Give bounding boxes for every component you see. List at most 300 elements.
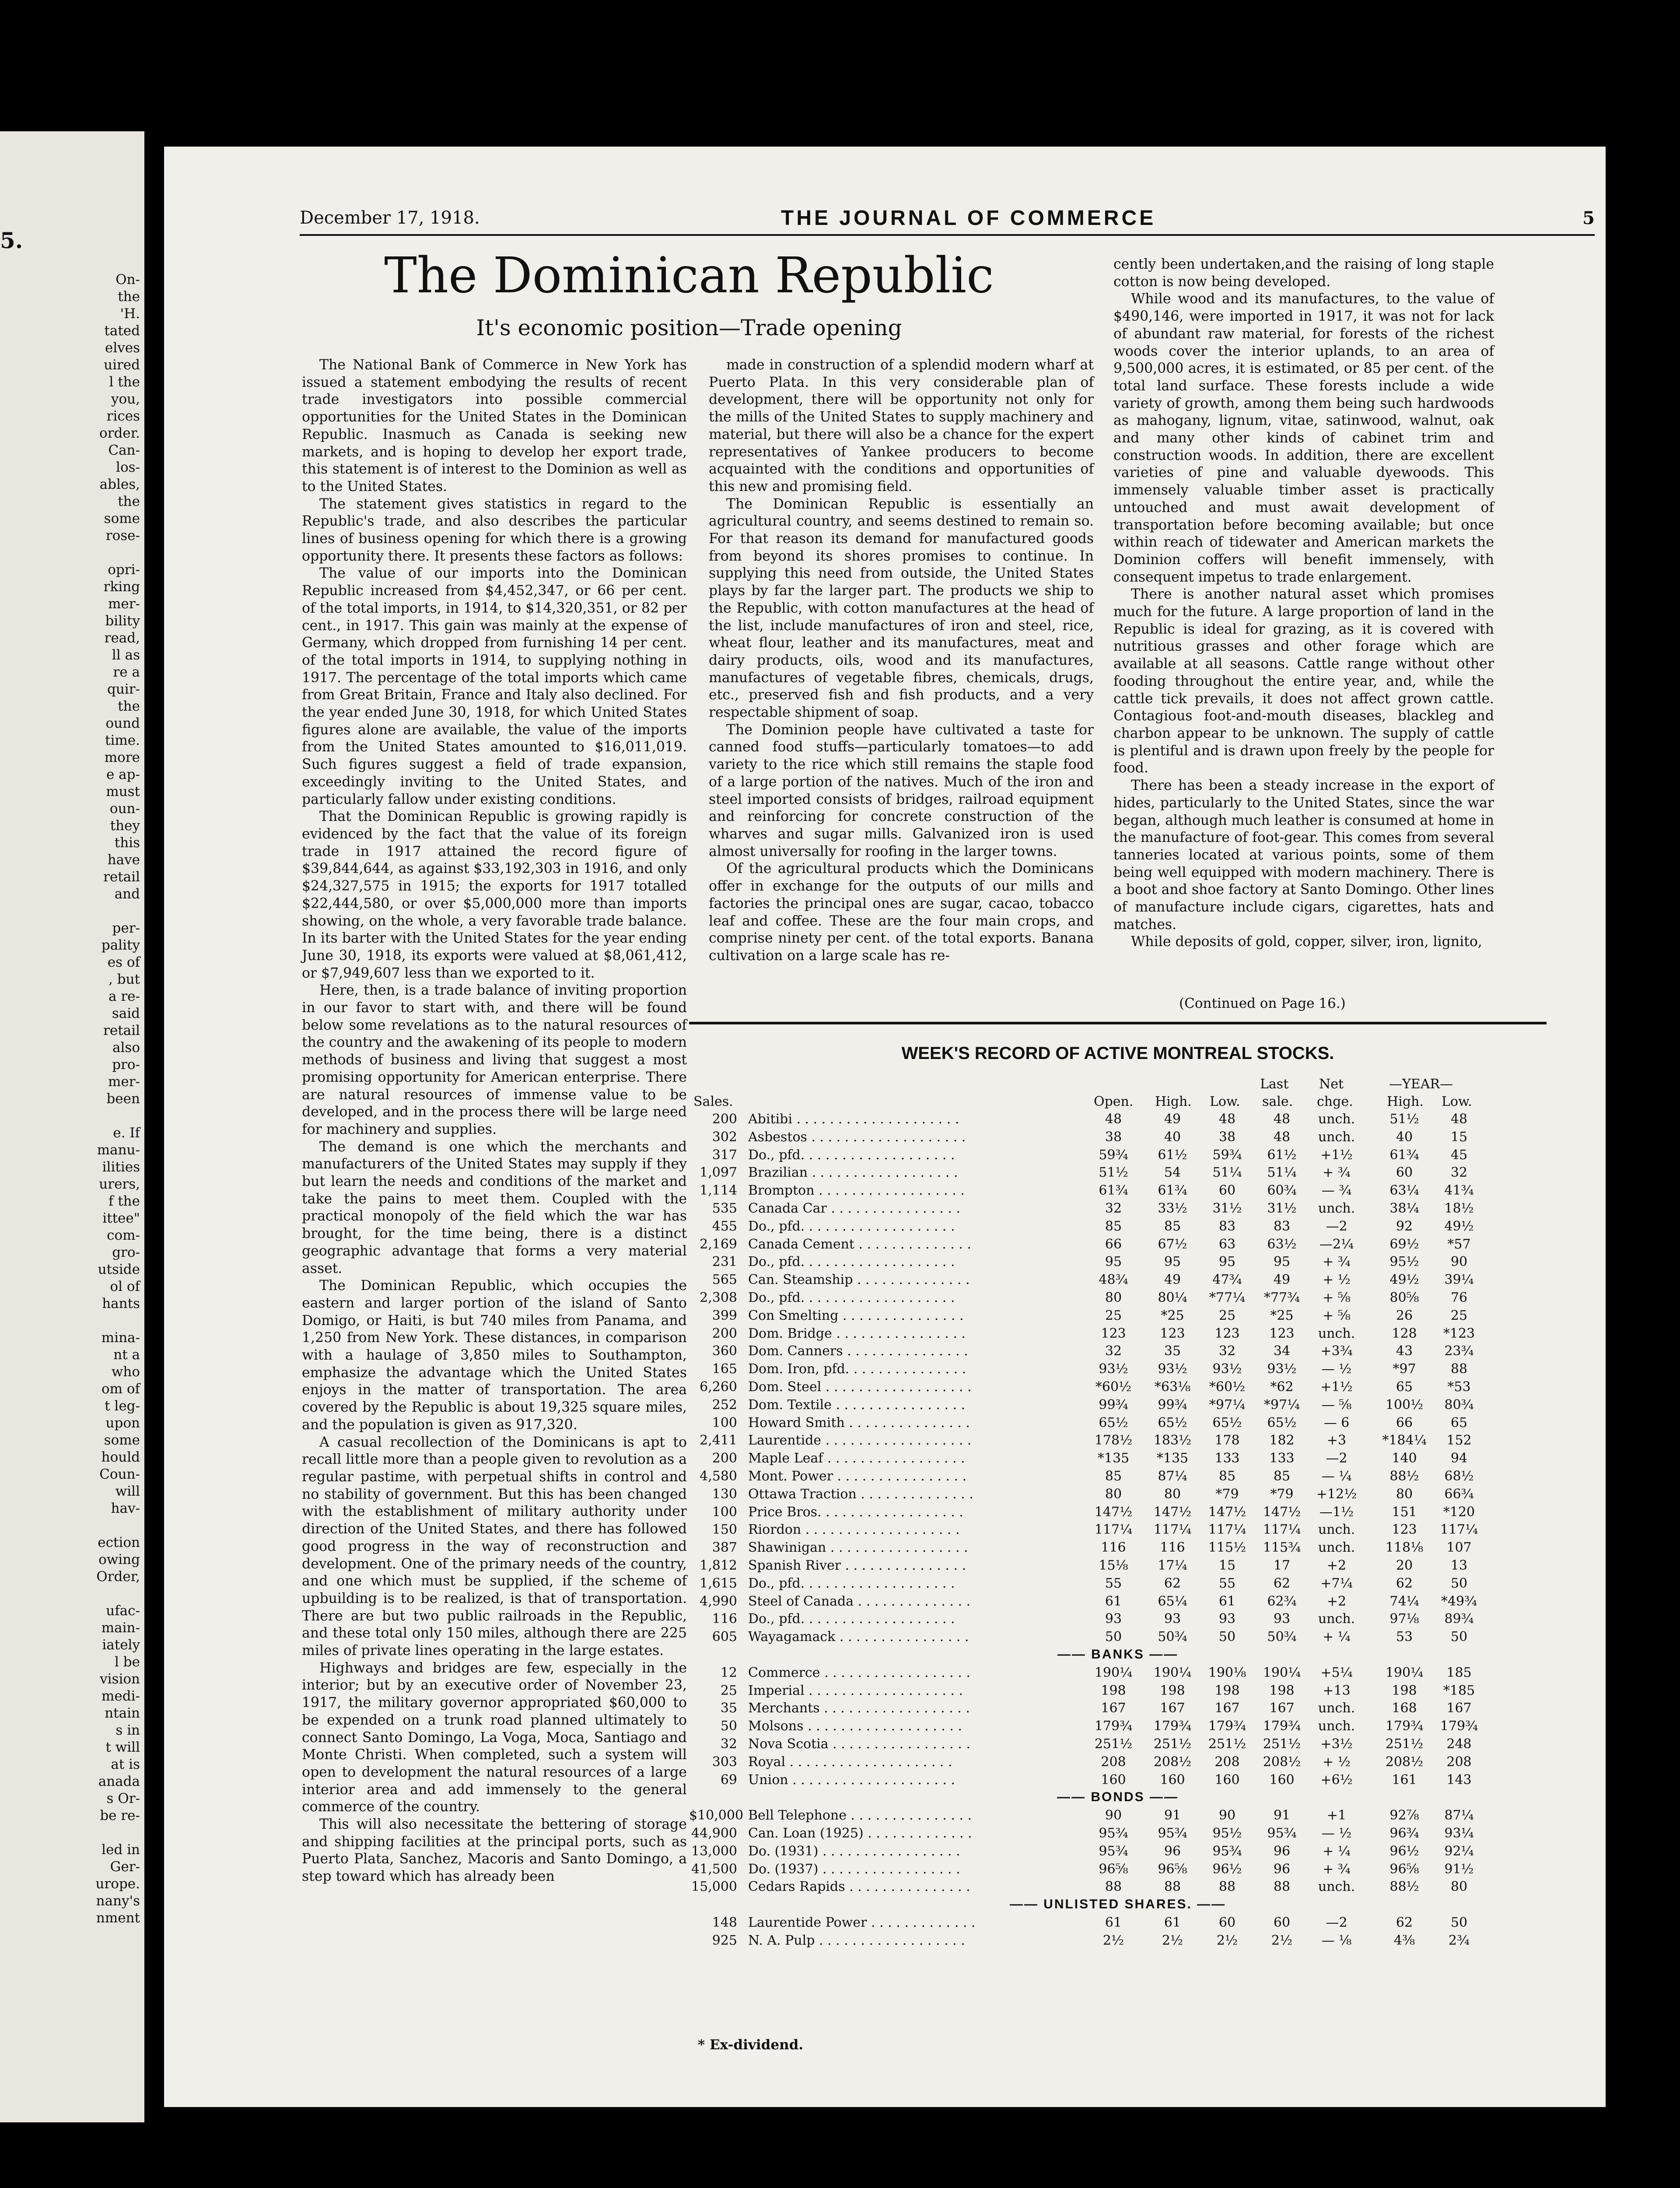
open-cell: 61 bbox=[1105, 1593, 1122, 1609]
last-sale-cell: 61½ bbox=[1267, 1147, 1297, 1163]
year-high-cell: 60 bbox=[1396, 1165, 1413, 1181]
low-cell: 115½ bbox=[1208, 1540, 1246, 1556]
open-cell: 208 bbox=[1101, 1754, 1126, 1770]
open-cell: 38 bbox=[1105, 1129, 1122, 1145]
masthead bbox=[300, 208, 1595, 236]
year-high-cell: 88½ bbox=[1390, 1469, 1419, 1484]
last-sale-cell: 96 bbox=[1273, 1861, 1291, 1877]
net-change-cell: +1½ bbox=[1320, 1379, 1353, 1395]
left-page-fragment: read, bbox=[104, 630, 140, 646]
year-low-cell: 45 bbox=[1450, 1147, 1468, 1163]
stock-name-cell: Laurentide Power . . . . . . . . . . . . . bbox=[748, 1915, 976, 1930]
year-low-cell: 50 bbox=[1450, 1575, 1468, 1591]
page-number: 5 bbox=[1582, 208, 1595, 228]
year-high-cell: 96¾ bbox=[1390, 1826, 1419, 1841]
left-page-fragment: ntain bbox=[105, 1705, 140, 1721]
low-cell: 31½ bbox=[1212, 1201, 1242, 1216]
net-change-cell: +13 bbox=[1323, 1683, 1351, 1698]
sales-cell: 35 bbox=[720, 1701, 737, 1716]
left-page-fragment: ection bbox=[98, 1535, 140, 1550]
sales-cell: 302 bbox=[712, 1129, 737, 1145]
left-page-fragment: l be bbox=[115, 1654, 140, 1670]
table-section-label: —— BANKS —— bbox=[1057, 1647, 1179, 1662]
net-change-cell: — ¾ bbox=[1321, 1183, 1352, 1199]
left-page-fragment: utside bbox=[98, 1262, 140, 1277]
low-cell: 60 bbox=[1218, 1915, 1236, 1930]
low-cell: 147½ bbox=[1208, 1504, 1246, 1520]
net-change-cell: unch. bbox=[1318, 1701, 1355, 1716]
table-row bbox=[689, 1308, 1547, 1326]
open-cell: 95¾ bbox=[1099, 1826, 1128, 1841]
left-page-fragment: and bbox=[114, 886, 140, 902]
table-row bbox=[689, 1933, 1547, 1951]
net-change-cell: + ¼ bbox=[1323, 1843, 1351, 1859]
last-sale-cell: *77¾ bbox=[1264, 1290, 1300, 1305]
high-cell: 116 bbox=[1160, 1540, 1185, 1556]
year-high-cell: 168 bbox=[1392, 1701, 1417, 1716]
net-change-cell: + ⅝ bbox=[1323, 1290, 1351, 1305]
left-page-fragment: who bbox=[111, 1364, 140, 1380]
open-cell: 96⅝ bbox=[1099, 1861, 1128, 1877]
low-cell: 93½ bbox=[1212, 1361, 1242, 1377]
high-cell: 40 bbox=[1164, 1129, 1181, 1145]
table-row bbox=[689, 1718, 1547, 1736]
left-page-fragment: t will bbox=[105, 1739, 140, 1755]
year-high-cell: 95½ bbox=[1390, 1254, 1419, 1270]
left-page-fragment: manu- bbox=[97, 1142, 140, 1158]
left-page-fragment: mina- bbox=[101, 1330, 140, 1346]
year-high-cell: 97⅛ bbox=[1390, 1611, 1419, 1627]
year-high-cell: 74¼ bbox=[1390, 1593, 1419, 1609]
left-page-fragment: owing bbox=[98, 1552, 140, 1567]
article-paragraph: The value of our imports into the Dominican Republic increased from $4,452,347, or 66 per cent. of the total imports, in 1914, to $14,320,351, or 82 per cent., in 1917. This gain was mainly at the expense of Germany, which dropped from furnishing 14 per cent. of the total imports in 1914, to supplying nothing in 1917. The percentage of the total imports which came from Great Britain, France and Italy also declined. For the year ended June 30, 1918, for which United States figures alone are available, the value of the imports from the United States amounted to $16,011,019. Such figures suggest a field of trade expansion, exceedingly inviting to the United States, and particularly fallow under existing conditions. bbox=[302, 565, 687, 807]
open-cell: 198 bbox=[1101, 1683, 1126, 1698]
sales-cell: 252 bbox=[712, 1397, 737, 1413]
newspaper-page bbox=[164, 147, 1606, 2107]
net-change-cell: +2 bbox=[1326, 1593, 1347, 1609]
open-cell: 93½ bbox=[1099, 1361, 1128, 1377]
year-low-cell: 93¼ bbox=[1444, 1826, 1474, 1841]
last-sale-cell: 65½ bbox=[1267, 1415, 1297, 1431]
stock-name-cell: Do., pfd. . . . . . . . . . . . . . . . . . . bbox=[748, 1290, 955, 1305]
net-change-cell: —2 bbox=[1326, 1915, 1348, 1930]
left-page-fragment: rices bbox=[106, 408, 140, 424]
net-change-cell: +3½ bbox=[1320, 1736, 1353, 1752]
last-sale-cell: 147½ bbox=[1263, 1504, 1301, 1520]
year-low-cell: 68½ bbox=[1444, 1469, 1474, 1484]
left-page-fragment: t leg- bbox=[105, 1398, 140, 1414]
article-paragraph: cently been undertaken,and the raising of long staple cotton is now being developed. bbox=[1113, 256, 1494, 290]
article-paragraph: There is another natural asset which promises much for the future. A large proportion of land in the Republic is ideal for grazing, as it is covered with nutritious grasses and other forage which are available at all seasons. Cattle range without other fooding throughout the entire year, and, while the cattle tick prevails, it does not affect grown cattle. Contagious foot-and-mouth diseases, blackleg and charbon appear to be unknown. The supply of cattle is plentiful and is drawn upon freely by the people for food. bbox=[1113, 586, 1494, 776]
high-cell: 88 bbox=[1164, 1879, 1181, 1895]
left-page-fragment: ilities bbox=[102, 1159, 140, 1175]
low-cell: *79 bbox=[1215, 1486, 1239, 1502]
year-high-cell: 65 bbox=[1396, 1379, 1413, 1395]
year-high-cell: 96⅝ bbox=[1390, 1861, 1419, 1877]
year-high-cell: 51½ bbox=[1390, 1112, 1419, 1127]
year-low-cell: 80 bbox=[1450, 1879, 1468, 1895]
left-page-fragment: led in bbox=[102, 1842, 140, 1858]
open-cell: 50 bbox=[1105, 1629, 1122, 1645]
left-page-fragment: pality bbox=[101, 937, 140, 953]
net-change-cell: + ½ bbox=[1323, 1272, 1351, 1288]
sales-cell: $10,000 bbox=[689, 1808, 744, 1823]
open-cell: 61 bbox=[1105, 1915, 1122, 1930]
year-high-cell: 140 bbox=[1392, 1451, 1417, 1466]
year-low-cell: 80¾ bbox=[1444, 1397, 1474, 1413]
open-cell: 160 bbox=[1101, 1772, 1126, 1788]
left-page-fragment: urers, bbox=[99, 1176, 140, 1192]
left-page-fragment: a re- bbox=[108, 989, 140, 1004]
open-cell: 90 bbox=[1105, 1808, 1122, 1823]
table-row bbox=[689, 1129, 1547, 1147]
year-low-cell: 94 bbox=[1450, 1451, 1468, 1466]
article-paragraph: The statement gives statistics in regard to the Republic's trade, and also describes the particular lines of business opening for which there is a growing opportunity there. It presents these factors as follows: bbox=[302, 496, 687, 564]
last-sale-cell: *25 bbox=[1270, 1308, 1294, 1323]
high-cell: 190¼ bbox=[1153, 1665, 1192, 1680]
year-low-cell: 88 bbox=[1450, 1361, 1468, 1377]
header-last-top: Last bbox=[1260, 1076, 1289, 1092]
last-sale-cell: 85 bbox=[1273, 1469, 1291, 1484]
high-cell: 183½ bbox=[1153, 1433, 1192, 1448]
year-low-cell: 185 bbox=[1446, 1665, 1472, 1680]
high-cell: 61 bbox=[1164, 1915, 1181, 1930]
low-cell: 63 bbox=[1218, 1236, 1236, 1252]
left-page-fragment: retail bbox=[103, 869, 140, 885]
article-paragraph: While deposits of gold, copper, silver, iron, lignito, bbox=[1131, 934, 1482, 950]
low-cell: 48 bbox=[1218, 1112, 1236, 1127]
left-page-fragment: some bbox=[104, 1432, 140, 1448]
high-cell: 160 bbox=[1160, 1772, 1185, 1788]
year-low-cell: 91½ bbox=[1444, 1861, 1474, 1877]
stock-name-cell: Maple Leaf . . . . . . . . . . . . . . . . . bbox=[748, 1451, 965, 1466]
high-cell: 80 bbox=[1164, 1486, 1181, 1502]
table-row bbox=[689, 1522, 1547, 1540]
high-cell: 17¼ bbox=[1158, 1558, 1187, 1573]
left-page-fragment: ol of bbox=[110, 1279, 140, 1294]
left-page-fragment: hants bbox=[102, 1296, 140, 1311]
left-page-fragment: quir- bbox=[107, 681, 140, 697]
year-low-cell: 65 bbox=[1450, 1415, 1468, 1431]
left-page-fragment: com- bbox=[107, 1227, 140, 1243]
sales-cell: 130 bbox=[712, 1486, 737, 1502]
year-low-cell: 13 bbox=[1450, 1558, 1468, 1573]
last-sale-cell: 182 bbox=[1269, 1433, 1295, 1448]
last-sale-cell: 62 bbox=[1273, 1575, 1291, 1591]
table-row bbox=[689, 1754, 1547, 1772]
year-low-cell: 107 bbox=[1446, 1540, 1472, 1556]
sales-cell: 2,411 bbox=[700, 1433, 737, 1448]
left-page-fragment: order. bbox=[99, 425, 140, 441]
sales-cell: 360 bbox=[712, 1343, 737, 1359]
left-page-fragment: mer- bbox=[108, 596, 140, 612]
table-row bbox=[689, 1415, 1547, 1433]
sales-cell: 1,097 bbox=[700, 1165, 737, 1181]
left-page-fragment bbox=[96, 1517, 140, 1534]
left-page-fragment: been bbox=[106, 1091, 140, 1107]
net-change-cell: —2¼ bbox=[1319, 1236, 1354, 1252]
article-paragraph: The National Bank of Commerce in New York has issued a statement embodying the results of recent trade investigators into possible commercial opportunities for the United States in the Dominican Republic. Inasmuch as Canada is seeking new markets, and is hoping to develop her export trade, this statement is of interest to the Dominion as well as to the United States. bbox=[302, 357, 687, 494]
last-sale-cell: 160 bbox=[1269, 1772, 1295, 1788]
high-cell: *63⅛ bbox=[1154, 1379, 1191, 1395]
left-page-fragment: at is bbox=[111, 1757, 140, 1772]
low-cell: 51¼ bbox=[1212, 1165, 1242, 1181]
open-cell: 190¼ bbox=[1094, 1665, 1133, 1680]
sales-cell: 44,900 bbox=[691, 1826, 737, 1841]
low-cell: 95 bbox=[1218, 1254, 1236, 1270]
year-low-cell: 143 bbox=[1446, 1772, 1472, 1788]
high-cell: 95 bbox=[1164, 1254, 1181, 1270]
left-page-fragment bbox=[96, 1312, 140, 1329]
table-row bbox=[689, 1915, 1547, 1933]
article-paragraph: Here, then, is a trade balance of inviting proportion in our favor to start with, and there will be found below some revelations as to the natural resources of the country and the awakening of its people to modern methods of business and living that suggest a most promising opportunity for American enterprise. There are natural resources of immense value to be developed, and in the process there will be large need for machinery and supplies. bbox=[302, 982, 687, 1137]
article-paragraph: A casual recollection of the Dominicans is apt to recall little more than a people given to revolution as a regular pastime, with perpetual shifts in control and no stability of government. But this has been changed with the establishment of military authority under direction of the United States, and there has followed good progress in the way of reconstruction and development. One of the primary needs of the country, and one which must be supplied, if the scheme of upbuilding is to be realized, is that of transportation. There are but two public railroads in the Republic, and these total only 150 miles, although there are 225 miles of private lines operating in the large estates. bbox=[302, 1434, 687, 1659]
sales-cell: 200 bbox=[712, 1112, 737, 1127]
table-section-label: —— BONDS —— bbox=[1057, 1790, 1179, 1805]
left-page-fragment: retail bbox=[103, 1023, 140, 1038]
year-low-cell: 152 bbox=[1446, 1433, 1472, 1448]
stock-name-cell: Imperial . . . . . . . . . . . . . . . . . . . bbox=[748, 1683, 963, 1698]
table-row bbox=[689, 1254, 1547, 1272]
stock-name-cell: Can. Loan (1925) . . . . . . . . . . . . . bbox=[748, 1826, 972, 1841]
table-row bbox=[689, 1451, 1547, 1469]
low-cell: *97¼ bbox=[1209, 1397, 1246, 1413]
high-cell: 49 bbox=[1164, 1272, 1181, 1288]
low-cell: 50 bbox=[1218, 1629, 1236, 1645]
left-page-fragment: On- bbox=[116, 272, 140, 288]
open-cell: 99¾ bbox=[1099, 1397, 1128, 1413]
year-high-cell: 179¾ bbox=[1385, 1718, 1424, 1734]
article-subtitle: It's economic position—Trade opening bbox=[476, 315, 902, 340]
year-low-cell: *53 bbox=[1447, 1379, 1471, 1395]
low-cell: 61 bbox=[1218, 1593, 1236, 1609]
high-cell: *135 bbox=[1156, 1451, 1189, 1466]
high-cell: 198 bbox=[1160, 1683, 1185, 1698]
left-page-fragment: rose- bbox=[105, 528, 140, 543]
table-row bbox=[689, 1862, 1547, 1879]
article-paragraph: This will also necessitate the bettering of storage and shipping facilities at the principal ports, such as Puerto Plata, Sanchez, Macoris and Santo Domingo, a step toward which has already been bbox=[302, 1816, 687, 1885]
year-low-cell: 248 bbox=[1446, 1736, 1472, 1752]
sales-cell: 41,500 bbox=[691, 1861, 737, 1877]
header-year: —YEAR— bbox=[1389, 1076, 1453, 1092]
article-paragraph: While wood and its manufactures, to the value of $490,146, were imported in 1917, it was not for lack of abundant raw material, for forests of the richest woods cover the interior uplands, to an area of 9,500,000 acres, it is estimated, or 85 per cent. of the total land surface. These forests include a wide variety of growth, among them being such hardwoods as mahogany, lignum, vitae, satinwood, walnut, oak and many other kinds of cabinet trim and construction woods. In addition, there are excellent varieties of pine and valuable dyewoods. This immensely valuable timber asset is practically untouched and must await development of transportation before becoming available; but once within reach of tidewater and American markets the Dominion coffers will benefit immensely, with consequent impetus to trade enlargement. bbox=[1113, 291, 1494, 585]
table-row bbox=[689, 1112, 1547, 1129]
net-change-cell: —2 bbox=[1326, 1218, 1348, 1234]
year-high-cell: 4⅜ bbox=[1393, 1932, 1415, 1948]
year-low-cell: *57 bbox=[1447, 1236, 1471, 1252]
high-cell: 167 bbox=[1160, 1701, 1185, 1716]
stock-name-cell: Do. (1931) . . . . . . . . . . . . . . . . . bbox=[748, 1843, 960, 1859]
high-cell: 62 bbox=[1164, 1575, 1181, 1591]
high-cell: 95¾ bbox=[1158, 1826, 1187, 1841]
sales-cell: 165 bbox=[712, 1361, 737, 1377]
sales-cell: 148 bbox=[712, 1915, 737, 1930]
last-sale-cell: 17 bbox=[1273, 1558, 1291, 1573]
open-cell: 48 bbox=[1105, 1112, 1122, 1127]
article-paragraph: The demand is one which the merchants and manufacturers of the United States may supply if they but learn the needs and conditions of the market and take the pains to meet them. Coupled with the practical monopoly of the field which the war has brought, for the time being, there is a distinct geographic advantage that forms a very material asset. bbox=[302, 1139, 687, 1276]
net-change-cell: +1½ bbox=[1320, 1147, 1353, 1163]
last-sale-cell: 198 bbox=[1269, 1683, 1295, 1698]
table-section-label: —— UNLISTED SHARES. —— bbox=[1009, 1897, 1226, 1912]
year-low-cell: 90 bbox=[1450, 1254, 1468, 1270]
table-row bbox=[689, 1844, 1547, 1862]
table-row bbox=[689, 1594, 1547, 1612]
left-page-fragment: will bbox=[115, 1483, 140, 1499]
stock-name-cell: Nova Scotia . . . . . . . . . . . . . . . . . bbox=[748, 1736, 970, 1752]
table-row bbox=[689, 1433, 1547, 1451]
year-low-cell: 18½ bbox=[1444, 1201, 1474, 1216]
high-cell: 251½ bbox=[1153, 1736, 1192, 1752]
left-page-sliver bbox=[0, 131, 144, 2122]
open-cell: 85 bbox=[1105, 1218, 1122, 1234]
year-low-cell: 48 bbox=[1450, 1112, 1468, 1127]
last-sale-cell: 96 bbox=[1273, 1843, 1291, 1859]
stock-name-cell: Laurentide . . . . . . . . . . . . . . . . . . bbox=[748, 1433, 972, 1448]
net-change-cell: +3¾ bbox=[1320, 1343, 1353, 1359]
year-high-cell: 96½ bbox=[1390, 1843, 1419, 1859]
left-page-fragment: nment bbox=[96, 1910, 140, 1926]
section-rule bbox=[689, 1022, 1547, 1024]
year-high-cell: 92⅞ bbox=[1390, 1808, 1419, 1823]
open-cell: 65½ bbox=[1099, 1415, 1128, 1431]
stock-name-cell: Canada Car . . . . . . . . . . . . . . . . bbox=[748, 1201, 961, 1216]
high-cell: 54 bbox=[1164, 1165, 1181, 1181]
left-page-fragment: vision bbox=[100, 1671, 140, 1687]
left-page-fragment: the bbox=[118, 698, 140, 714]
table-row bbox=[689, 1147, 1547, 1165]
sales-cell: 565 bbox=[712, 1272, 737, 1288]
net-change-cell: + ¼ bbox=[1323, 1629, 1351, 1645]
sales-cell: 303 bbox=[712, 1754, 737, 1770]
left-page-fragment: said bbox=[112, 1006, 140, 1021]
table-row bbox=[689, 1343, 1547, 1361]
last-sale-cell: 115¾ bbox=[1263, 1540, 1301, 1556]
net-change-cell: — ½ bbox=[1321, 1361, 1352, 1377]
table-row bbox=[689, 1165, 1547, 1183]
high-cell: 80¼ bbox=[1158, 1290, 1187, 1305]
stock-name-cell: Do., pfd. . . . . . . . . . . . . . . . . . . bbox=[748, 1218, 955, 1234]
sales-cell: 116 bbox=[712, 1611, 737, 1627]
left-page-fragment: nt a bbox=[113, 1347, 140, 1363]
year-high-cell: 208½ bbox=[1385, 1754, 1424, 1770]
net-change-cell: + ¾ bbox=[1323, 1861, 1351, 1877]
article-paragraph: That the Dominican Republic is growing rapidly is evidenced by the fact that the value of its foreign trade in 1917 attained the record figure of $39,844,644, as against $33,192,303 in 1916, and only $24,327,575 in 1915; the exports for 1917 totalled $22,444,580, or over $5,000,000 more than imports showing, on the whole, a very favorable trade balance. In its barter with the United States for the year ending June 30, 1918, its exports were valued at $8,061,412, or $7,949,607 less than we exported to it. bbox=[302, 809, 687, 981]
left-page-fragment: e. If bbox=[113, 1125, 140, 1141]
left-page-fragment: opri- bbox=[108, 562, 140, 578]
net-change-cell: +7¼ bbox=[1320, 1575, 1353, 1591]
left-page-fragment: this bbox=[114, 835, 140, 851]
left-page-fragment: ll as bbox=[112, 647, 140, 663]
last-sale-cell: 48 bbox=[1273, 1112, 1291, 1127]
low-cell: 38 bbox=[1218, 1129, 1236, 1145]
sales-cell: 100 bbox=[712, 1415, 737, 1431]
low-cell: 123 bbox=[1214, 1325, 1240, 1341]
left-page-fragments bbox=[96, 271, 140, 1927]
stock-name-cell: Bell Telephone . . . . . . . . . . . . . . . bbox=[748, 1808, 972, 1823]
year-high-cell: 80⅝ bbox=[1390, 1290, 1419, 1305]
left-page-fragment: time. bbox=[105, 733, 140, 748]
high-cell: *25 bbox=[1161, 1308, 1184, 1323]
open-cell: 80 bbox=[1105, 1290, 1122, 1305]
year-high-cell: 251½ bbox=[1385, 1736, 1424, 1752]
last-sale-cell: 63½ bbox=[1267, 1236, 1297, 1252]
high-cell: 87¼ bbox=[1158, 1469, 1187, 1484]
year-low-cell: 167 bbox=[1446, 1701, 1472, 1716]
high-cell: 67½ bbox=[1158, 1236, 1187, 1252]
year-low-cell: 15 bbox=[1450, 1129, 1468, 1145]
year-low-cell: 50 bbox=[1450, 1915, 1468, 1930]
year-low-cell: 49½ bbox=[1444, 1218, 1474, 1234]
year-low-cell: 39¼ bbox=[1444, 1272, 1474, 1288]
last-sale-cell: 133 bbox=[1269, 1451, 1295, 1466]
low-cell: 198 bbox=[1214, 1683, 1240, 1698]
header-low: Low. bbox=[1210, 1094, 1240, 1109]
high-cell: 147½ bbox=[1153, 1504, 1192, 1520]
sales-cell: 69 bbox=[720, 1772, 737, 1788]
net-change-cell: — 6 bbox=[1323, 1415, 1350, 1431]
year-high-cell: 62 bbox=[1396, 1915, 1413, 1930]
year-high-cell: 62 bbox=[1396, 1575, 1413, 1591]
low-cell: 59¾ bbox=[1212, 1147, 1242, 1163]
last-sale-cell: 49 bbox=[1273, 1272, 1291, 1288]
header-year-low: Low. bbox=[1442, 1094, 1472, 1109]
last-sale-cell: 179¾ bbox=[1263, 1718, 1301, 1734]
last-sale-cell: 167 bbox=[1269, 1701, 1295, 1716]
net-change-cell: — ½ bbox=[1321, 1826, 1352, 1841]
table-row bbox=[689, 1629, 1547, 1647]
year-high-cell: 49½ bbox=[1390, 1272, 1419, 1288]
table-row bbox=[689, 1361, 1547, 1379]
left-page-fragment: uired bbox=[104, 357, 140, 373]
table-row bbox=[689, 1701, 1547, 1718]
low-cell: 95½ bbox=[1212, 1826, 1242, 1841]
high-cell: 91 bbox=[1164, 1808, 1181, 1823]
high-cell: 117¼ bbox=[1153, 1522, 1192, 1538]
table-row bbox=[689, 1183, 1547, 1201]
table-row bbox=[689, 1272, 1547, 1290]
year-high-cell: 53 bbox=[1396, 1629, 1413, 1645]
article-paragraph: The Dominican Republic is essentially an agricultural country, and seems destined to remain so. For that reason its demand for manufactured goods from beyond its shores promises to continue. In supplying this need from outside, the United States plays by far the larger part. The products we ship to the Republic, with cotton manufactures at the head of the list, include manufactures of iron and steel, rice, wheat flour, leather and its manufactures, meat and dairy products, oils, wood and its manufactures, manufactures of vegetable fibres, chemicals, drugs, etc., preserved fish and fish products, and a very respectable shipment of soap. bbox=[709, 496, 1094, 721]
open-cell: 116 bbox=[1101, 1540, 1126, 1556]
article-paragraph: Highways and bridges are few, especially in the interior; but by an executive order of November 23, 1917, the military governor appropriated $60,000 to be expended on a trunk road planned ultimately to connect Santo Domingo, La Voga, Moca, Santiago and Monte Christi. When completed, such a system will open to development the natural resources of a large interior area and add immensely to the general commerce of the country. bbox=[302, 1660, 687, 1815]
left-page-fragment: oun- bbox=[109, 801, 140, 817]
left-page-fragment: Coun- bbox=[99, 1466, 140, 1482]
stocks-table bbox=[689, 1044, 1547, 2033]
sales-cell: 1,812 bbox=[700, 1558, 737, 1573]
year-low-cell: 41¾ bbox=[1444, 1183, 1474, 1199]
net-change-cell: —2 bbox=[1326, 1451, 1348, 1466]
left-page-fragment: some bbox=[104, 511, 140, 526]
sales-cell: 150 bbox=[712, 1522, 737, 1538]
high-cell: 35 bbox=[1164, 1343, 1181, 1359]
net-change-cell: + ⅝ bbox=[1323, 1308, 1351, 1323]
high-cell: 93 bbox=[1164, 1611, 1181, 1627]
open-cell: 179¾ bbox=[1094, 1718, 1133, 1734]
open-cell: 93 bbox=[1105, 1611, 1122, 1627]
table-row bbox=[689, 1772, 1547, 1790]
low-cell: 167 bbox=[1214, 1701, 1240, 1716]
high-cell: 65½ bbox=[1158, 1415, 1187, 1431]
stock-name-cell: Molsons . . . . . . . . . . . . . . . . . . . bbox=[748, 1718, 962, 1734]
year-low-cell: 50 bbox=[1450, 1629, 1468, 1645]
left-page-fragment: they bbox=[110, 818, 140, 834]
year-low-cell: 2¾ bbox=[1448, 1932, 1470, 1948]
high-cell: 93½ bbox=[1158, 1361, 1187, 1377]
low-cell: 85 bbox=[1218, 1469, 1236, 1484]
sales-cell: 535 bbox=[712, 1201, 737, 1216]
sales-cell: 317 bbox=[712, 1147, 737, 1163]
footnote: * Ex-dividend. bbox=[698, 2037, 804, 2053]
